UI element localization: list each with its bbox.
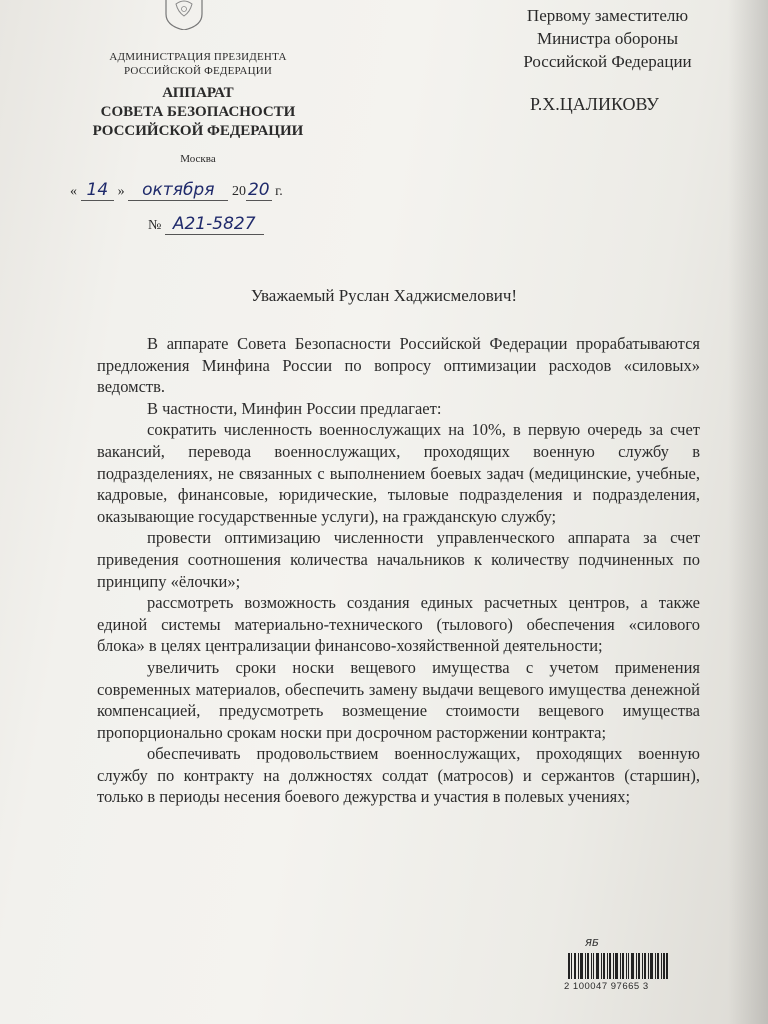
number-handwritten: А21-5827 (165, 214, 264, 235)
date-month-handwritten: октября (128, 180, 228, 201)
org-line-1: АДМИНИСТРАЦИЯ ПРЕЗИДЕНТА (109, 51, 287, 63)
date-year-handwritten: 20 (247, 180, 270, 200)
org-security-council-title: СОВЕТА БЕЗОПАСНОСТИ (100, 104, 296, 120)
document-number (148, 214, 264, 234)
date-day-handwritten: 14 (81, 180, 115, 201)
org-apparatus-title: АППАРАТ (162, 85, 234, 101)
addressee-line-1: Первому заместителю (526, 6, 689, 25)
document-date (70, 180, 283, 200)
sender-organization-block (78, 50, 318, 165)
city: Москва (180, 153, 216, 165)
org-federation-title: РОССИЙСКОЙ ФЕДЕРАЦИИ (92, 123, 304, 139)
addressee-block (500, 4, 715, 73)
body-paragraph-2: В частности, Минфин России предлагает: (147, 398, 442, 418)
page-edge-shadow (728, 0, 768, 1024)
body-paragraph-4: провести оптимизацию численности управленческого аппарата за счет приведения соотношения количества начальников к количеству подчиненных по принципу «ёлочки»; (97, 528, 700, 591)
date-year-prefix: 20 (231, 184, 246, 199)
date-close-quote: » (117, 184, 125, 199)
body-paragraph-1: В аппарате Совета Безопасности Российской Федерации прорабатываются предложения Минфина России по вопросу оптимизации расходов «силовых» ведомств. (97, 334, 700, 397)
addressee-name: Р.Х.ЦАЛИКОВУ (530, 94, 659, 114)
addressee-line-2: Министра обороны (536, 29, 679, 48)
barcode-number: 2 100047 97665 3 (564, 981, 649, 992)
coat-of-arms-emblem-icon (160, 0, 208, 30)
addressee-line-3: Российской Федерации (523, 52, 692, 71)
body-paragraph-5: рассмотреть возможность создания единых расчетных центров, а также единой системы материально-технического (тылового) обеспечения «силового блока» в целях централизации финансово-хозяйственной деятельности; (97, 593, 700, 656)
barcode-icon (568, 953, 668, 979)
body-paragraph-6: увеличить сроки носки вещевого имущества с учетом применения современных материалов, обеспечить замену выдачи вещевого имущества денежной компенсацией, предусмотреть возмещение стоимости вещевого имущества пропорционально срокам носки при досрочном расторжении контракта; (97, 657, 700, 742)
letter-body (97, 333, 700, 808)
org-line-2: РОССИЙСКОЙ ФЕДЕРАЦИИ (123, 65, 273, 77)
salutation: Уважаемый Руслан Хаджисмелович! (250, 286, 518, 305)
number-prefix: № (148, 218, 162, 233)
body-paragraph-7: обеспечивать продовольствием военнослужащих, проходящих военную службу по контракту на должностях солдат (матросов) и сержантов (старшин), только в периоды несения боевого дежурства и участия в полевых учениях; (97, 744, 700, 807)
body-paragraph-3: сократить численность военнослужащих на 10%, в первую очередь за счет вакансий, перевода военнослужащих, проходящих военную службу в подразделениях, не связанных с выполнением боевых задач (медицинские, учебные, кадровые, финансовые, юридические, тыловые подразделения и подразделения, оказывающие государственные услуги), на гражданскую службу; (97, 420, 700, 526)
date-year-suffix: г. (275, 184, 283, 199)
date-open-quote: « (70, 184, 77, 199)
operator-initials: ЯБ (585, 938, 599, 949)
